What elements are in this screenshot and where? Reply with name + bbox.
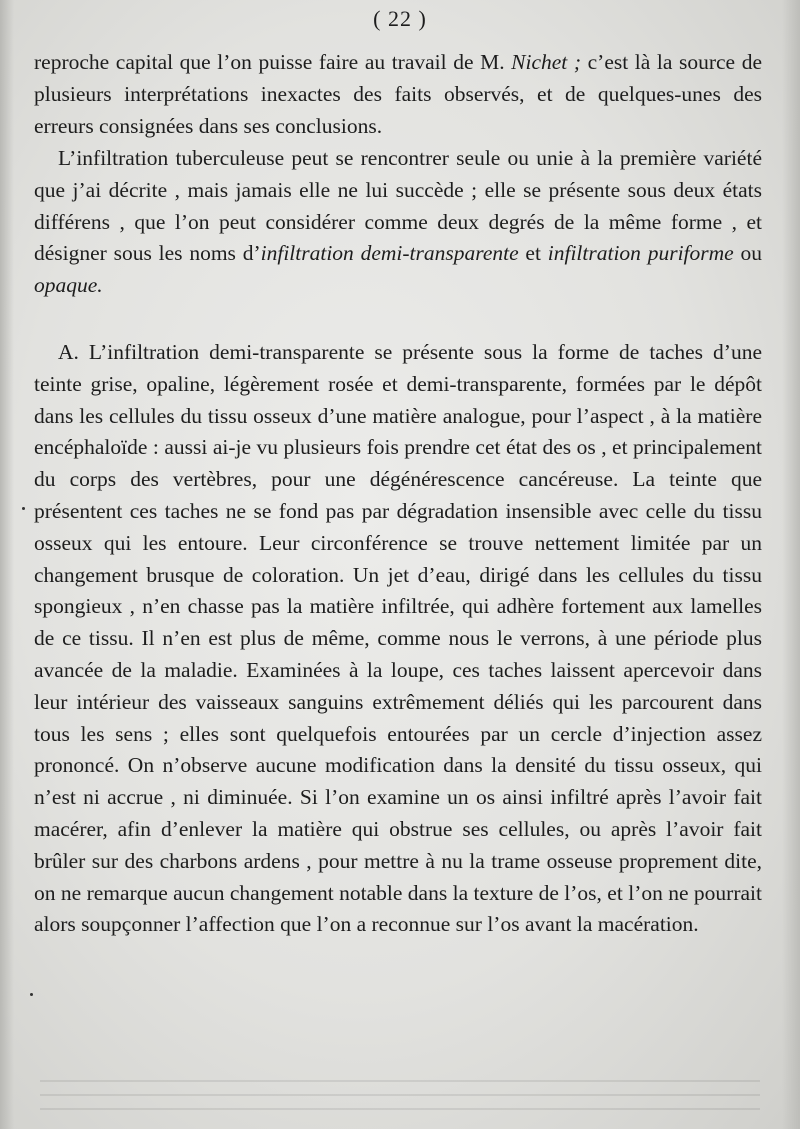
text-segment-italic: infiltration demi-transparente	[260, 241, 519, 266]
text-segment: ou	[733, 241, 763, 266]
text-segment-italic: infiltration puriforme	[547, 241, 734, 266]
ink-speck	[22, 507, 25, 510]
ink-speck	[30, 993, 33, 996]
page-number: ( 22 )	[373, 6, 427, 31]
page-shadow-left	[0, 0, 14, 1129]
paragraph-continuation	[34, 47, 762, 142]
page-shadow-right	[782, 0, 800, 1129]
text-segment: A. L’infiltration demi-transparente se présente sous la forme de taches d’une teinte grise, opaline, légèrement rosée et demi-transparente, formées par le dépôt dans les cellules du tissu osseux d’une matière analogue, pour l’aspect , à la matière encéphaloïde : aussi ai-je vu plusieurs fois prendre cet état des os , et principalement du corps des vertèbres, pour une dégénérescence cancéreuse. La teinte que présentent ces taches ne se fond pas par dégradation insensible avec celle du tissu osseux qui les entoure. Leur circonférence se trouve nettement limitée par un changement brusque de coloration. Un jet d’eau, dirigé dans les cellules du tissu spongieux , n’en chasse pas la matière infiltrée, qui adhère fortement aux lamelles de ce tissu. Il n’en est plus de même, comme nous le verrons, à une période plus avancée de la maladie. Examinées à la loupe, ces taches laissent apercevoir dans leur intérieur des vaisseaux sanguins extrêmement déliés qui les parcourent dans tous les sens ; elles sont quelquefois entourées par un cercle d’injection assez prononcé. On n’observe aucune modification dans la densité du tissu osseux, qui n’est ni accrue , ni diminuée. Si l’on examine un os ainsi infiltré après l’avoir fait macérer, afin d’enlever la matière qui obstrue ses cellules, ou après l’avoir fait brûler sur des charbons ardens , pour mettre à nu la trame osseuse proprement dite, on ne remarque aucun changement notable dans la texture de l’os, et l’on ne pourrait alors soupçonner l’affection que l’on a reconnue sur l’os avant la macération.	[34, 340, 762, 937]
text-segment-italic: opaque.	[34, 273, 103, 298]
text-segment: L’infiltration tuberculeuse peut se rencontrer seule ou unie à la première variété que j’ai décrite , mais jamais elle ne lui succède ; elle se présente sous deux états différens , que l’on peut considérer comme deux degrés de la même forme , et désigner sous les noms d’	[34, 146, 762, 266]
text-segment: reproche capital que l’on puisse faire au travail de M.	[34, 50, 512, 74]
text-segment: c’est là la source de plusieurs interprétations inexactes des faits observés, et de quelques-unes des erreurs consignées dans ses conclusions.	[34, 50, 762, 138]
text-segment-italic: Nichet ;	[511, 50, 582, 74]
bleed-through-texture	[40, 1080, 760, 1120]
paragraph-section-a	[34, 337, 762, 941]
text-segment: et	[518, 241, 548, 266]
paragraph-infiltration-tuberculeuse	[34, 143, 762, 302]
